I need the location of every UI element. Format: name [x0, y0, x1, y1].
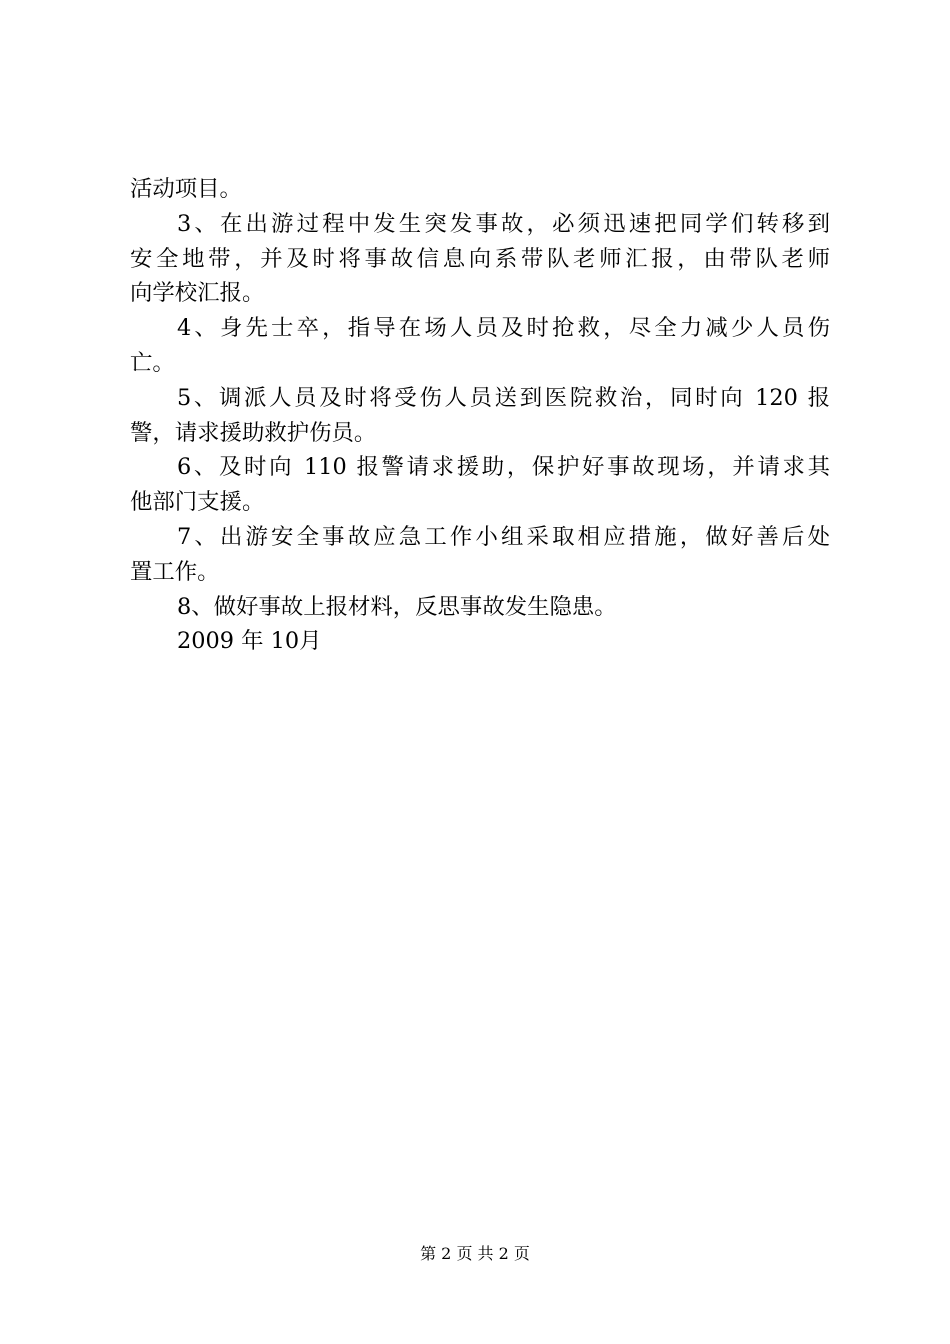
- text-line: 6、及时向 110 报警请求援助，保护好事故现场，并请求其: [177, 454, 830, 481]
- text-line: 亡。: [130, 349, 175, 376]
- text-line: 3、在出游过程中发生突发事故，必须迅速把同学们转移到: [177, 210, 830, 237]
- text-line: 8、做好事故上报材料，反思事故发生隐患。: [177, 593, 617, 620]
- document-body: [130, 172, 830, 659]
- text-line: 活动项目。: [130, 176, 242, 202]
- text-line: 5、调派人员及时将受伤人员送到医院救治，同时向 120 报: [177, 384, 830, 411]
- page-number: 第 2 页 共 2 页: [420, 1244, 530, 1263]
- text-line: 4、身先士卒，指导在场人员及时抢救，尽全力减少人员伤: [177, 315, 830, 342]
- text-line: 安全地带，并及时将事故信息向系带队老师汇报，由带队老师: [130, 245, 830, 272]
- text-line: 警，请求援助救护伤员。: [130, 419, 377, 446]
- text-line: 他部门支援。: [130, 489, 265, 516]
- date-line: 2009 年 10月: [177, 628, 322, 655]
- page-footer: [0, 1242, 950, 1266]
- text-line: 向学校汇报。: [130, 280, 265, 307]
- text-line: 置工作。: [130, 558, 220, 585]
- text-line: 7、出游安全事故应急工作小组采取相应措施，做好善后处: [177, 523, 830, 550]
